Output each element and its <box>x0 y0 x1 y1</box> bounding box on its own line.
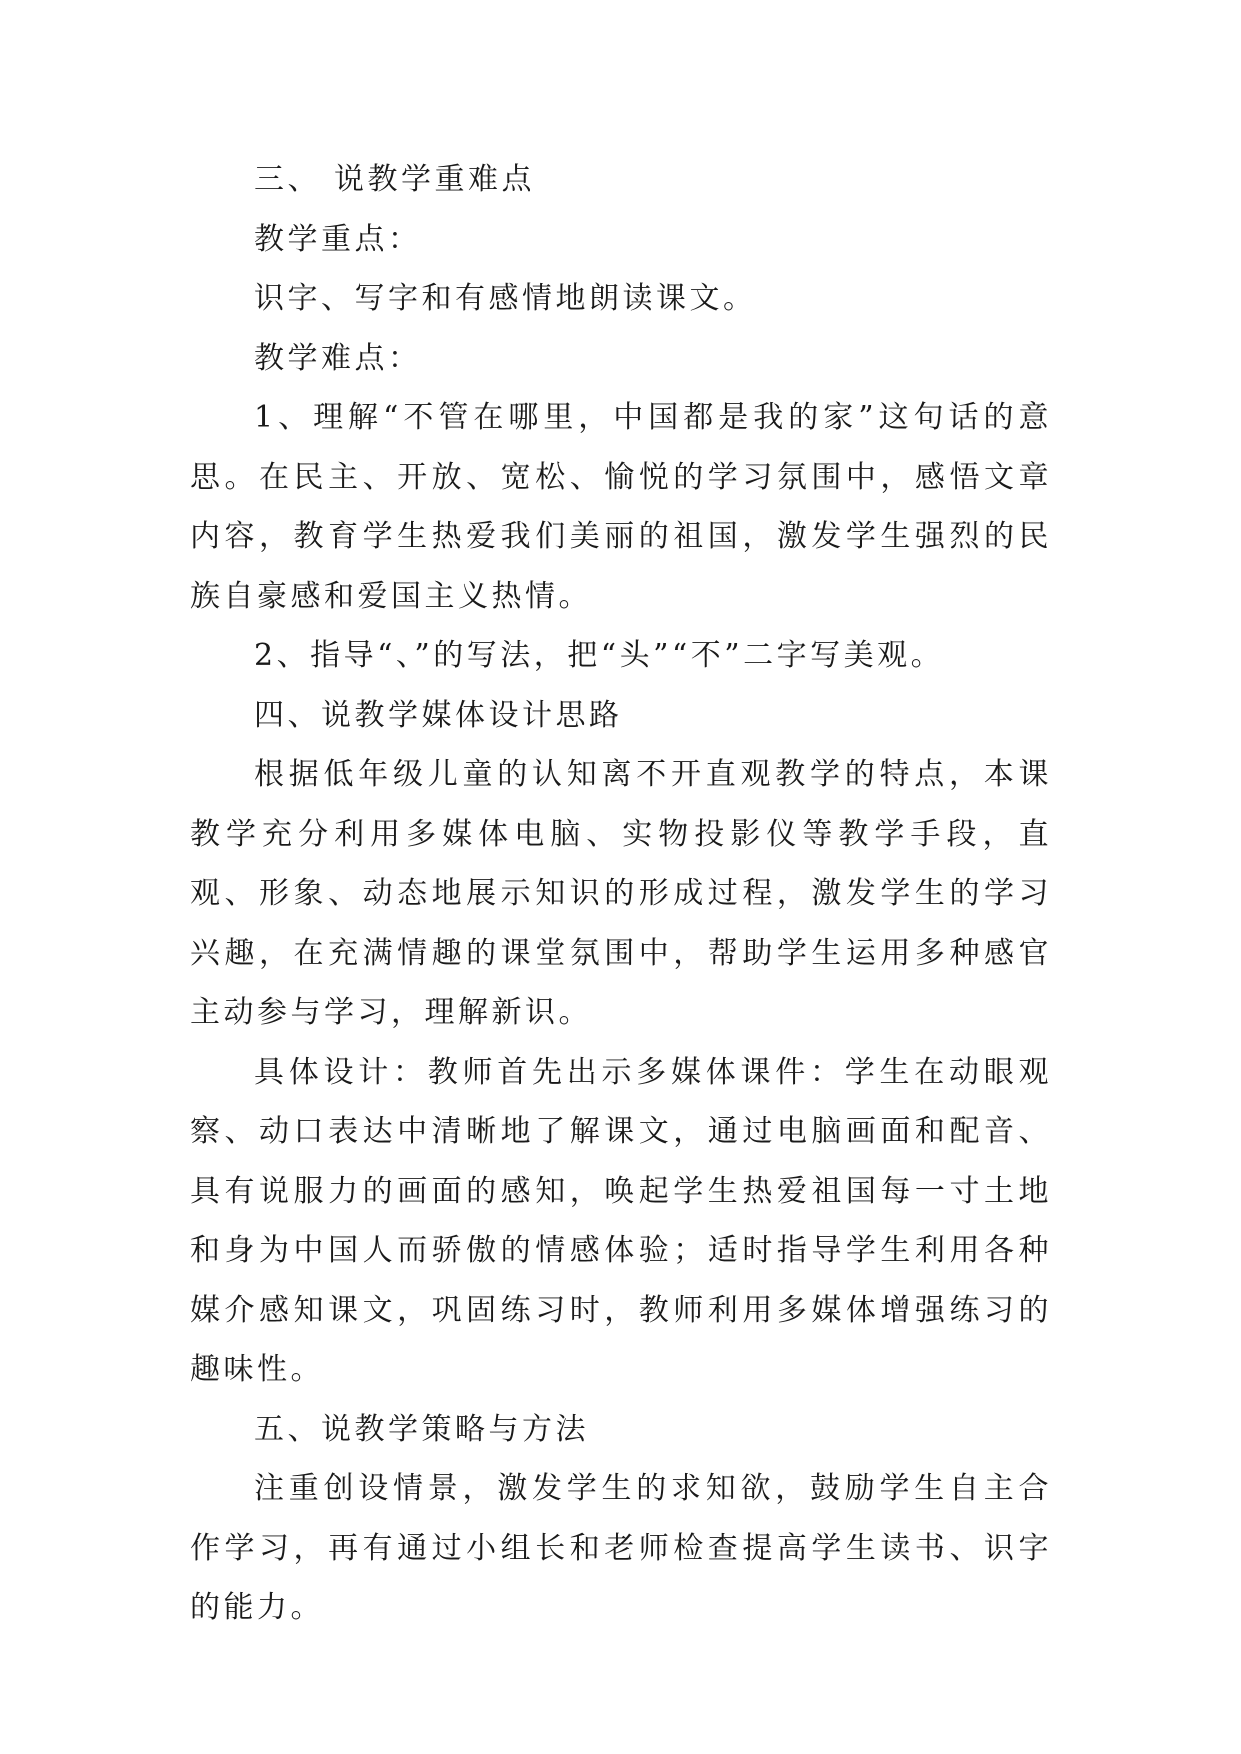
paragraph-media-design: 具体设计：教师首先出示多媒体课件：学生在动眼观察、动口表达中清晰地了解课文，通过电脑画面和配音、具有说服力的画面的感知，唤起学生热爱祖国每一寸土地和身为中国人而骄傲的情感体验；适时指导学生利用各种媒介感知课文，巩固练习时，教师利用多媒体增强练习的趣味性。 <box>190 1054 1052 1387</box>
paragraph-key-points: 识字、写字和有感情地朗读课文。 <box>254 281 757 316</box>
section-heading-3: 三、 说教学重难点 <box>254 162 536 197</box>
paragraph-difficulty-1: 1、理解“不管在哪里，中国都是我的家”这句话的意思。在民主、开放、宽松、愉悦的学习氛围中，感悟文章内容，教育学生热爱我们美丽的祖国，激发学生强烈的民族自豪感和爱国主义热情。 <box>190 400 1052 614</box>
paragraph-strategy: 注重创设情景，激发学生的求知欲，鼓励学生自主合作学习，再有通过小组长和老师检查提高学生读书、识字的能力。 <box>190 1471 1052 1625</box>
paragraph-difficulty-2: 2、指导“、”的写法，把“头”“不”二字写美观。 <box>254 638 945 673</box>
paragraph-media-rationale: 根据低年级儿童的认知离不开直观教学的特点，本课教学充分利用多媒体电脑、实物投影仪等教学手段，直观、形象、动态地展示知识的形成过程，激发学生的学习兴趣，在充满情趣的课堂氛围中，帮助学生运用多种感官主动参与学习，理解新识。 <box>190 757 1052 1030</box>
subheading-key-points: 教学重点： <box>254 221 422 257</box>
section-heading-5: 五、说教学策略与方法 <box>254 1411 589 1447</box>
subheading-difficulties: 教学难点： <box>254 340 422 376</box>
section-heading-4: 四、说教学媒体设计思路 <box>254 697 623 733</box>
document-body <box>190 150 1052 1638</box>
